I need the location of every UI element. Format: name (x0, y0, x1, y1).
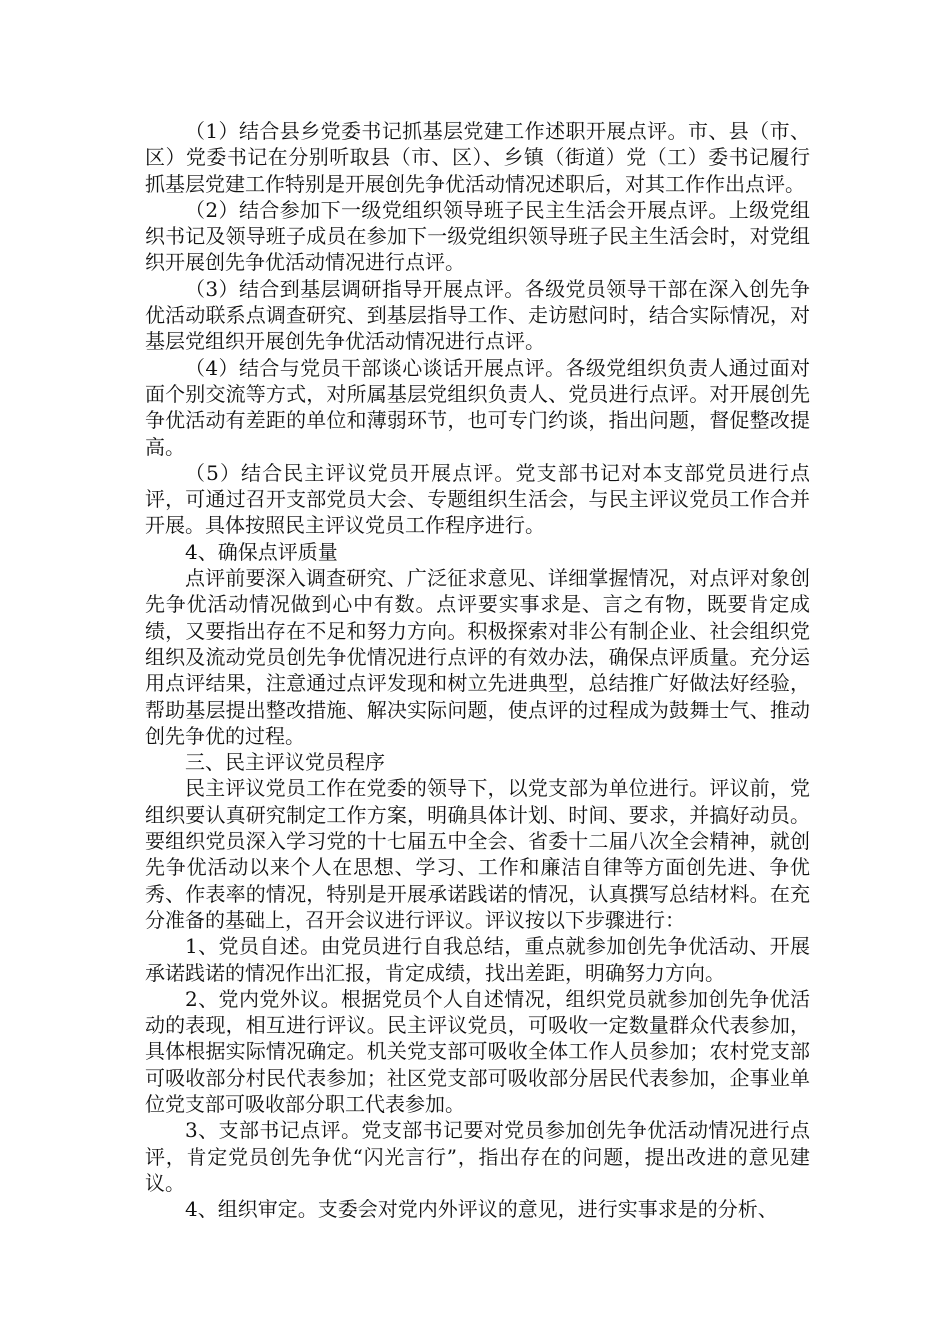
paragraph-step-2: 2、党内党外议。根据党员个人自述情况，组织党员就参加创先争优活动的表现，相互进行评议。民主评议党员，可吸收一定数量群众代表参加，具体根据实际情况确定。机关党支部可吸收全体工作人员参加；农村党支部可吸收部分村民代表参加；社区党支部可吸收部分居民代表参加，企事业单位党支部可吸收部分职工代表参加。 (145, 986, 810, 1116)
section-heading-procedure: 三、民主评议党员程序 (185, 750, 385, 775)
section-heading-quality: 4、确保点评质量 (185, 539, 338, 564)
paragraph-quality: 点评前要深入调查研究、广泛征求意见、详细掌握情况，对点评对象创先争优活动情况做到心中有数。点评要实事求是、言之有物，既要肯定成绩，又要指出存在不足和努力方向。积极探索对非公有制企业、社会组织党组织及流动党员创先争优情况进行点评的有效办法，确保点评质量。充分运用点评结果，注意通过点评发现和树立先进典型，总结推广好做法好经验，帮助基层提出整改措施、解决实际问题，使点评的过程成为鼓舞士气、推动创先争优的过程。 (145, 566, 810, 748)
document-body (145, 118, 810, 1222)
paragraph-review-2: （2）结合参加下一级党组织领导班子民主生活会开展点评。上级党组织书记及领导班子成员在参加下一级党组织领导班子民主生活会时，对党组织开展创先争优活动情况进行点评。 (145, 197, 810, 275)
paragraph-review-4: （4）结合与党员干部谈心谈话开展点评。各级党组织负责人通过面对面个别交流等方式，对所属基层党组织负责人、党员进行点评。对开展创先争优活动有差距的单位和薄弱环节，也可专门约谈，指出问题，督促整改提高。 (145, 355, 810, 459)
paragraph-review-3: （3）结合到基层调研指导开展点评。各级党员领导干部在深入创先争优活动联系点调查研究、到基层指导工作、走访慰问时，结合实际情况，对基层党组织开展创先争优活动情况进行点评。 (145, 276, 810, 354)
paragraph-step-4: 4、组织审定。支委会对党内外评议的意见，进行实事求是的分析、 (185, 1197, 778, 1222)
paragraph-review-5: （5）结合民主评议党员开展点评。党支部书记对本支部党员进行点评，可通过召开支部党员大会、专题组织生活会，与民主评议党员工作合并开展。具体按照民主评议党员工作程序进行。 (145, 460, 810, 538)
paragraph-review-1: （1）结合县乡党委书记抓基层党建工作述职开展点评。市、县（市、区）党委书记在分别听取县（市、区）、乡镇（街道）党（工）委书记履行抓基层党建工作特别是开展创先争优活动情况述职后，对其工作作出点评。 (145, 119, 810, 196)
paragraph-procedure-intro: 民主评议党员工作在党委的领导下，以党支部为单位进行。评议前，党组织要认真研究制定工作方案，明确具体计划、时间、要求，并搞好动员。要组织党员深入学习党的十七届五中全会、省委十二届八次全会精神，就创先争优活动以来个人在思想、学习、工作和廉洁自律等方面创先进、争优秀、作表率的情况，特别是开展承诺践诺的情况，认真撰写总结材料。在充分准备的基础上，召开会议进行评议。评议按以下步骤进行： (145, 776, 810, 932)
paragraph-step-1: 1、党员自述。由党员进行自我总结，重点就参加创先争优活动、开展承诺践诺的情况作出汇报，肯定成绩，找出差距，明确努力方向。 (145, 934, 810, 985)
paragraph-step-3: 3、支部书记点评。党支部书记要对党员参加创先争优活动情况进行点评，肯定党员创先争优“闪光言行”，指出存在的问题，提出改进的意见建议。 (145, 1118, 810, 1195)
